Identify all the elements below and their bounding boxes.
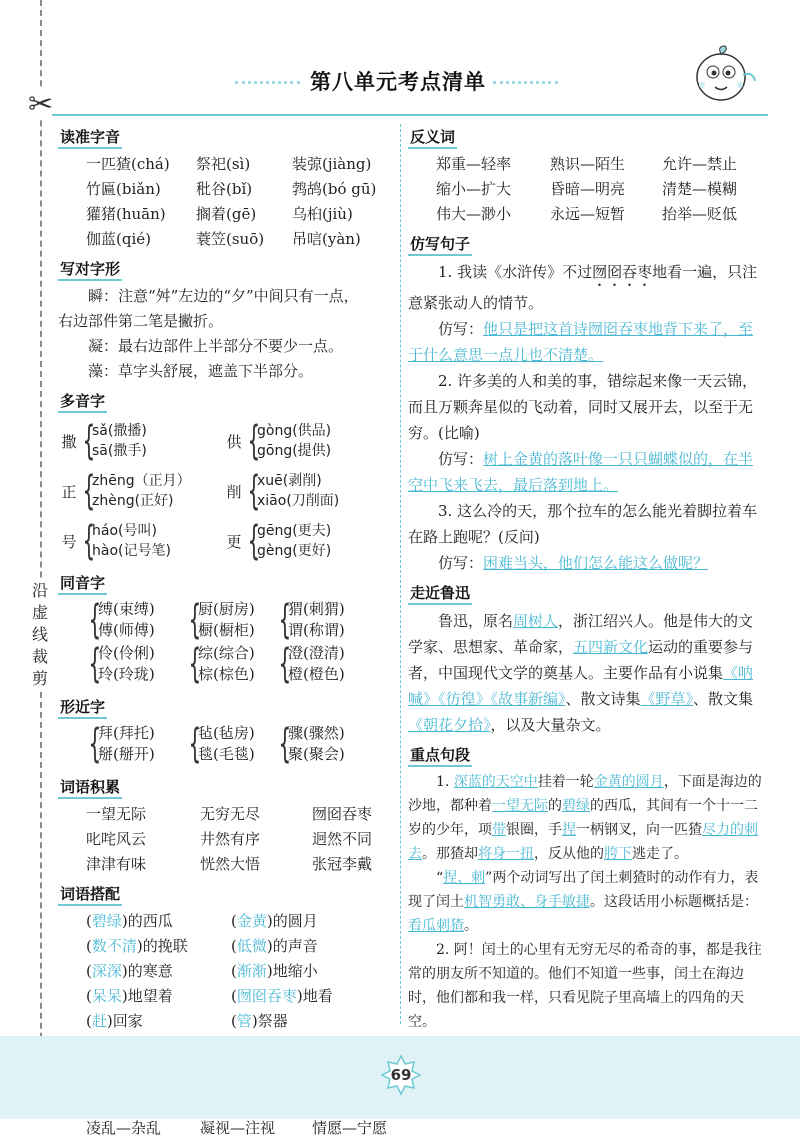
poly-reading: hào(记号笔)	[92, 543, 171, 559]
right-column	[408, 120, 768, 1082]
similar-group	[276, 722, 386, 766]
reading-item: 秕谷(bǐ)	[196, 180, 253, 198]
answer-text: 碧绿	[562, 798, 590, 814]
imitate-answer-2	[408, 446, 768, 498]
answer-text: 将身一扭	[478, 846, 534, 862]
section-key-heading: 重点句段	[408, 742, 472, 767]
answer-text: 一望无际	[492, 798, 548, 814]
reading-item: 乌桕(jiù)	[292, 205, 353, 223]
key-paragraph-2	[408, 866, 768, 938]
synonym-row	[58, 1116, 393, 1141]
poly-reading: zhèng(正好)	[92, 493, 174, 509]
key-paragraph-3: 2. 阿！闰土的心里有无穷无尽的希奇的事，都是我往常的朋友所不知道的。他们不知道一些事，闰土在海边时，他们都和我一样，只看见院子里高墙上的四角的天空。	[408, 942, 762, 1030]
brace-icon: {	[247, 468, 261, 514]
collocation-row	[58, 984, 393, 1009]
poly-item	[58, 466, 223, 516]
imitate-label: 仿写：	[438, 450, 484, 468]
poly-reading: háo(号叫)	[92, 523, 157, 539]
poly-char: 供	[226, 432, 242, 451]
poly-reading: gōng(提供)	[257, 443, 332, 459]
brace-icon: {	[278, 597, 292, 643]
title-bar	[235, 66, 560, 100]
similar-group	[186, 722, 276, 766]
section-writing-heading: 写对字形	[58, 256, 122, 281]
word-item: 张冠李戴	[312, 855, 373, 873]
collocation-item: (深深)的寒意	[86, 962, 173, 980]
collocation-text: 的西瓜	[127, 912, 173, 930]
antonym-item: 郑重—轻率	[436, 155, 512, 173]
word-item: 囫囵吞枣	[312, 805, 373, 823]
key-text: 的西瓜，其间有一个十一二岁的少年，项	[408, 798, 758, 838]
reading-row	[58, 152, 393, 177]
answer-text: 尽力的刺去	[408, 822, 758, 862]
key-text: 挂着一轮	[537, 774, 594, 790]
homophone-word: 谓(称谓)	[288, 621, 345, 639]
collocation-answer: 管	[236, 1012, 252, 1030]
antonym-item: 允许—禁止	[662, 155, 738, 173]
collocation-answer: 低微	[236, 937, 267, 955]
collocation-text: 的挽联	[142, 937, 188, 955]
homophone-word: 猬(刺猬)	[288, 600, 345, 618]
brace-icon: {	[278, 641, 292, 687]
luxun-paragraph	[408, 608, 768, 738]
collocation-text: 的寒意	[127, 962, 173, 980]
brace-icon: {	[278, 721, 292, 767]
homophone-group	[186, 598, 276, 642]
answer-text: 捏	[562, 822, 576, 838]
similar-word: 掰(掰开)	[98, 745, 155, 763]
luxun-text: ，浙江绍兴人。他是伟大的文学家、思想家、革命家，	[408, 612, 754, 656]
homophone-word: 橙(橙色)	[288, 665, 345, 683]
section-poly-heading: 多音字	[58, 388, 107, 413]
key-text: “	[436, 870, 444, 886]
emphasis-word: 囫囵吞枣	[592, 263, 653, 281]
collocation-answer: 数不清	[91, 937, 137, 955]
brace-icon: {	[82, 518, 96, 564]
antonym-row	[408, 202, 768, 227]
words-row	[58, 802, 393, 827]
brace-icon: {	[82, 468, 96, 514]
scissors-icon: ✂	[28, 87, 54, 122]
answer-text: 胯下	[604, 846, 632, 862]
homophone-group	[276, 598, 386, 642]
collocation-item: (低微)的声音	[231, 937, 318, 955]
antonym-item: 昏暗—明亮	[550, 180, 626, 198]
antonym-item: 熟识—陌生	[550, 155, 626, 173]
section-similar-heading: 形近字	[58, 694, 107, 719]
title-dots-left	[235, 81, 300, 84]
section-reading-heading: 读准字音	[58, 124, 122, 149]
section-luxun-heading: 走近鲁迅	[408, 580, 472, 605]
answer-text: 困难当头，他们怎么能这么做呢？	[483, 554, 709, 572]
homophone-word: 傅(师傅)	[98, 621, 155, 639]
page-title: 第八单元考点清单	[310, 70, 486, 94]
collocation-text: 地看	[302, 987, 333, 1005]
reading-item: 蓑笠(suō)	[196, 230, 265, 248]
antonym-item: 缩小—扩大	[436, 180, 512, 198]
reading-item: 祭祀(sì)	[196, 155, 251, 173]
word-item: 一望无际	[86, 805, 147, 823]
word-item: 迥然不同	[312, 830, 373, 848]
collocation-text: 的圆月	[272, 912, 318, 930]
similar-group	[86, 722, 186, 766]
poly-reading: sǎ(撒播)	[92, 423, 147, 439]
collocation-answer: 深深	[91, 962, 122, 980]
homophone-word: 橱(橱柜)	[198, 621, 255, 639]
writing-section	[58, 284, 393, 384]
luxun-text: 、散文诗集	[565, 690, 641, 708]
key-text: ”两个动词写出了闰土刺猹时的动作有力，表现了闰土	[408, 870, 759, 910]
collocation-answer: 囫囵吞枣	[236, 987, 297, 1005]
homophone-word: 伶(伶俐)	[98, 644, 155, 662]
antonym-row	[408, 152, 768, 177]
collocation-item: (囫囵吞枣)地看	[231, 987, 333, 1005]
key-text: ，下面是海边的沙地，都种着	[408, 774, 762, 814]
homophone-word: 缚(束缚)	[98, 600, 155, 618]
poly-item	[58, 516, 223, 566]
key-text: 。	[464, 918, 478, 934]
answer-text: 深蓝的天空中	[453, 774, 538, 790]
cut-line	[40, 0, 42, 1119]
page-number: 69	[390, 1066, 412, 1084]
reading-item: 吊唁(yàn)	[292, 230, 361, 248]
writing-line: 瞬：注意“舛”左边的“夕”中间只有一点，	[88, 287, 359, 305]
homophone-section	[58, 598, 393, 686]
answer-text: 《呐喊》《彷徨》《故事新编》	[408, 664, 754, 708]
brace-icon: {	[88, 597, 102, 643]
brace-icon: {	[82, 418, 96, 464]
collocation-item: (碧绿)的西瓜	[86, 912, 173, 930]
words-row	[58, 852, 393, 877]
collocation-answer: 呆呆	[91, 987, 122, 1005]
collocation-text: 地望着	[127, 987, 173, 1005]
key-text: 银圈，手	[506, 822, 562, 838]
homophone-word: 棕(棕色)	[198, 665, 255, 683]
reading-item: 竹匾(biǎn)	[86, 180, 161, 198]
reading-section	[58, 152, 393, 252]
header-line	[52, 114, 768, 116]
section-antonym-heading: 反义词	[408, 124, 457, 149]
poly-reading: xuē(剥削)	[257, 473, 322, 489]
poly-section	[58, 416, 393, 566]
synonym-item: 凌乱—杂乱	[86, 1119, 162, 1137]
luxun-text: 鲁迅，原名	[438, 612, 514, 630]
poly-char: 更	[226, 532, 242, 551]
reading-row	[58, 202, 393, 227]
cut-label: 沿虚线裁剪	[29, 580, 51, 690]
collocation-row	[58, 959, 393, 984]
answer-text: 机智勇敢、身手敏捷	[464, 894, 590, 910]
imitate-label: 仿写：	[438, 554, 484, 572]
synonym-item: 情愿—宁愿	[312, 1119, 388, 1137]
reading-row	[58, 227, 393, 252]
poly-reading: xiāo(刀削面)	[257, 493, 340, 509]
poly-item	[58, 416, 223, 466]
reading-item: 獾猪(huān)	[86, 205, 166, 223]
poly-char: 正	[61, 482, 77, 501]
imitate-sentence-1	[408, 259, 768, 316]
section-words-heading: 词语积累	[58, 774, 122, 799]
word-item: 无穷无尽	[200, 805, 261, 823]
antonym-row	[408, 177, 768, 202]
collocation-row	[58, 909, 393, 934]
answer-text: 金黄的圆月	[593, 774, 664, 790]
brace-icon: {	[88, 641, 102, 687]
poly-char: 号	[61, 532, 77, 551]
collocation-item: (金黄)的圆月	[231, 912, 318, 930]
section-imitate-heading: 仿写句子	[408, 231, 472, 256]
collocation-item: (渐渐)地缩小	[231, 962, 318, 980]
collocation-row	[58, 934, 393, 959]
imitate-answer-3	[408, 550, 768, 576]
key-text: 的	[548, 798, 562, 814]
similar-word: 聚(聚会)	[288, 745, 345, 763]
reading-item: 伽蓝(qié)	[86, 230, 151, 248]
luxun-text: ，以及大量杂文。	[490, 716, 611, 734]
collocation-text: 回家	[112, 1012, 143, 1030]
poly-reading: gèng(更好)	[257, 543, 332, 559]
word-item: 井然有序	[200, 830, 261, 848]
word-item: 叱咤风云	[86, 830, 147, 848]
poly-item	[223, 516, 388, 566]
homophone-group	[276, 642, 386, 686]
poly-char: 撒	[61, 432, 77, 451]
writing-line: 藻：草字头舒展，遮盖下半部分。	[88, 362, 314, 380]
brace-icon: {	[188, 597, 202, 643]
reading-item: 搁着(gē)	[196, 205, 257, 223]
brace-icon: {	[247, 518, 261, 564]
title-dots-right	[493, 81, 558, 84]
mascot-icon	[688, 45, 758, 110]
luxun-text: 运动的重要参与者，中国现代文学的奠基人。主要作品有小说集	[408, 638, 754, 682]
words-section	[58, 802, 393, 877]
poly-reading: zhēng（正月）	[92, 473, 191, 489]
reading-item: 鹁鸪(bó gū)	[292, 180, 377, 198]
antonym-item: 抬举—贬低	[662, 205, 738, 223]
similar-word: 拜(拜托)	[98, 724, 155, 742]
reading-row	[58, 177, 393, 202]
antonym-section	[408, 152, 768, 227]
similar-word: 骤(骤然)	[288, 724, 345, 742]
writing-line: 右边部件第二笔是撇折。	[58, 312, 224, 330]
left-column	[58, 120, 393, 1141]
imitate-answer-1	[408, 316, 768, 368]
word-item: 恍然大悟	[200, 855, 261, 873]
poly-reading: gòng(供品)	[257, 423, 332, 439]
imitate-section	[408, 259, 768, 576]
homophone-group	[86, 598, 186, 642]
antonym-item: 伟大—渺小	[436, 205, 512, 223]
answer-text: 周树人	[513, 612, 559, 630]
brace-icon: {	[188, 721, 202, 767]
homophone-group	[186, 642, 276, 686]
collocation-item: (管)祭器	[231, 1012, 288, 1030]
key-text: 。这段话用小标题概括是：	[590, 894, 758, 910]
section-homophone-heading: 同音字	[58, 570, 107, 595]
collocation-answer: 金黄	[236, 912, 267, 930]
answer-text: 带	[492, 822, 506, 838]
reading-item: 装弶(jiàng)	[292, 155, 372, 173]
column-divider	[400, 124, 401, 1024]
poly-reading: sā(撒手)	[92, 443, 147, 459]
answer-text: 他只是把这首诗囫囵吞枣地背下来了，至于什么意思一点儿也不清楚。	[408, 320, 754, 364]
key-text: 1.	[436, 774, 454, 790]
poly-reading: gēng(更夫)	[257, 523, 332, 539]
similar-word: 毡(毡房)	[198, 724, 255, 742]
luxun-text: 、散文集	[693, 690, 754, 708]
antonym-item: 清楚—模糊	[662, 180, 738, 198]
homophone-group	[86, 642, 186, 686]
key-text: 一柄钢叉，向一匹猹	[576, 822, 702, 838]
sentence-text: 地看一遍，只注意紧张动人的情节。	[408, 263, 758, 312]
sentence-text: 1. 我读《水浒传》不过	[438, 263, 593, 281]
collocation-answer: 赶	[91, 1012, 107, 1030]
similar-word: 毯(毛毯)	[198, 745, 255, 763]
answer-text: 捏、刺	[443, 870, 486, 886]
collocation-text: 祭器	[257, 1012, 288, 1030]
collocation-answer: 渐渐	[236, 962, 267, 980]
reading-item: 一匹猹(chá)	[86, 155, 170, 173]
similar-section	[58, 722, 393, 766]
key-text: 逃走了。	[632, 846, 688, 862]
collocation-item: (赶)回家	[86, 1012, 143, 1030]
poly-char: 削	[226, 482, 242, 501]
words-row	[58, 827, 393, 852]
answer-text: 五四新文化	[573, 638, 649, 656]
homophone-word: 厨(厨房)	[198, 600, 255, 618]
imitate-sentence-3: 3. 这么冷的天，那个拉车的怎么能光着脚拉着车在路上跑呢？(反问)	[408, 502, 758, 546]
brace-icon: {	[88, 721, 102, 767]
collocation-text: 的声音	[272, 937, 318, 955]
poly-item	[223, 416, 388, 466]
antonym-item: 永远—短暂	[550, 205, 626, 223]
collocation-item: (呆呆)地望着	[86, 987, 173, 1005]
collocation-answer: 碧绿	[91, 912, 122, 930]
key-text: ，反从他的	[534, 846, 604, 862]
brace-icon: {	[247, 418, 261, 464]
homophone-word: 综(综合)	[198, 644, 255, 662]
section-collocation-heading: 词语搭配	[58, 881, 122, 906]
imitate-label: 仿写：	[438, 320, 484, 338]
key-paragraph-1	[408, 770, 768, 866]
key-text: 。那猹却	[422, 846, 478, 862]
homophone-word: 玲(玲珑)	[98, 665, 155, 683]
answer-text: 《野草》	[640, 690, 694, 708]
collocation-item: (数不清)的挽联	[86, 937, 188, 955]
collocation-text: 地缩小	[272, 962, 318, 980]
brace-icon: {	[188, 641, 202, 687]
poly-item	[223, 466, 388, 516]
word-item: 津津有味	[86, 855, 147, 873]
synonym-item: 凝视—注视	[200, 1119, 276, 1137]
homophone-word: 澄(澄清)	[288, 644, 345, 662]
writing-line: 凝：最右边部件上半部分不要少一点。	[88, 337, 344, 355]
answer-text: 树上金黄的落叶像一只只蝴蝶似的，在半空中飞来飞去，最后落到地上。	[408, 450, 754, 494]
imitate-sentence-2: 2. 许多美的人和美的事，错综起来像一天云锦，而且万颗奔星似的飞动着，同时又展开去，以至于无穷。(比喻)	[408, 372, 758, 442]
answer-text: 看瓜刺猹	[408, 918, 464, 934]
answer-text: 《朝花夕拾》	[408, 716, 491, 734]
